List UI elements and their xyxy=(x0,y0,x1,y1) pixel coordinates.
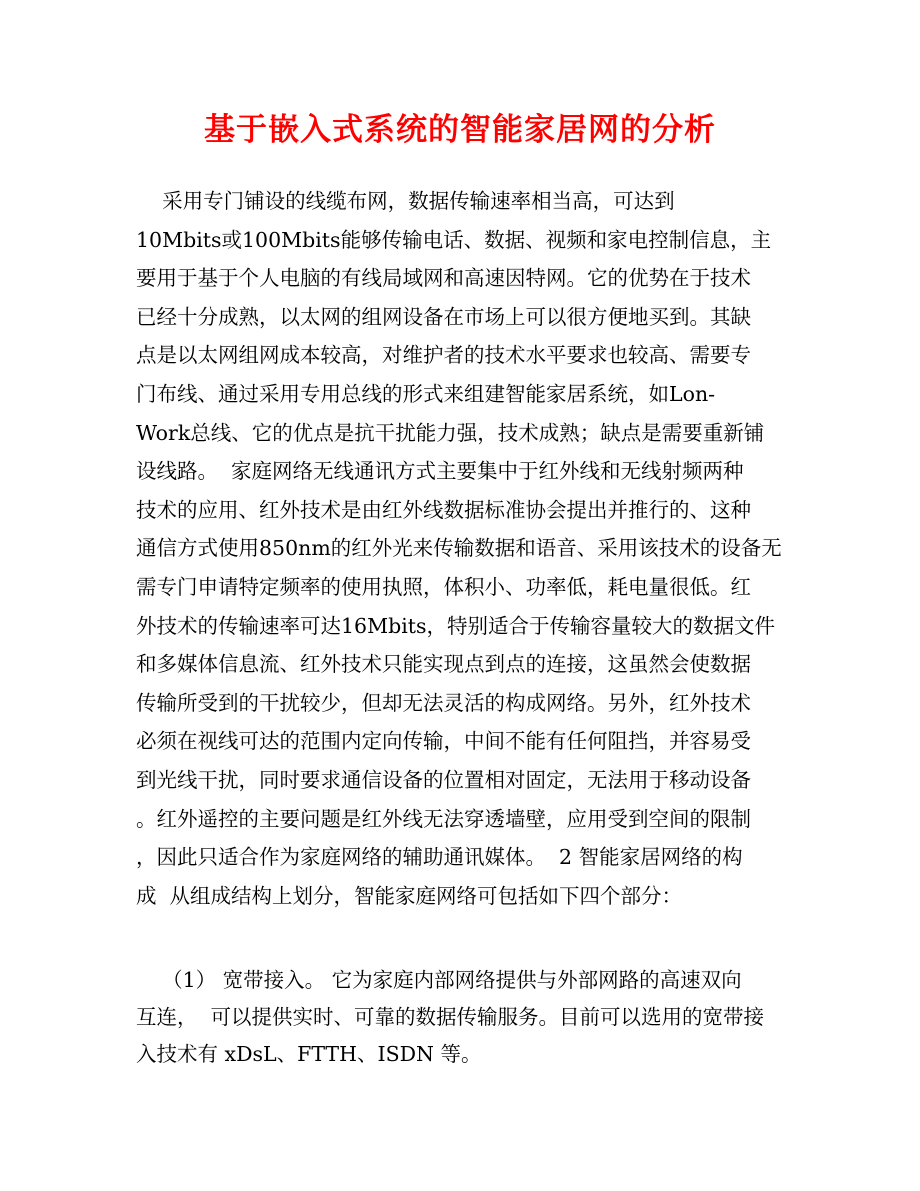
text-line: 已经十分成熟，以太网的组网设备在市场上可以很方便地买到。其缺 xyxy=(136,304,751,329)
text-line: 技术的应用、红外技术是由红外线数据标准协会提出并推行的、这种 xyxy=(136,497,751,522)
text-line: 和多媒体信息流、红外技术只能实现点到点的连接，这虽然会使数据 xyxy=(136,652,751,677)
text-line: （1） 宽带接入。 它为家庭内部网络提供与外部网路的高速双向 xyxy=(136,968,742,992)
text-line: Work总线、它的优点是抗干扰能力强，技术成熟；缺点是需要重新铺 xyxy=(136,420,765,445)
text-line: 要用于基于个人电脑的有线局域网和高速因特网。它的优势在于技术 xyxy=(136,266,751,291)
text-line: 传输所受到的干扰较少，但却无法灵活的构成网络。另外，红外技术 xyxy=(136,690,751,715)
text-line: ，因此只适合作为家庭网络的辅助通讯媒体。 2 智能家居网络的构 xyxy=(136,845,743,870)
paragraph-2 xyxy=(136,962,786,1073)
paragraph-1 xyxy=(136,182,786,915)
text-line: 必须在视线可达的范围内定向传输，中间不能有任何阻挡，并容易受 xyxy=(136,729,751,754)
text-line: 成 从组成结构上划分，智能家庭网络可包括如下四个部分： xyxy=(136,883,683,908)
text-line: 点是以太网组网成本较高，对维护者的技术水平要求也较高、需要专 xyxy=(136,343,751,368)
text-line: 。红外遥控的主要问题是红外线无法穿透墙壁，应用受到空间的限制 xyxy=(136,806,751,831)
text-line: 入技术有 xDsL、FTTH、ISDN 等。 xyxy=(136,1042,482,1066)
text-line: 外技术的传输速率可达16Mbits，特别适合于传输容量较大的数据文件 xyxy=(136,613,776,638)
text-line: 门布线、通过采用专用总线的形式来组建智能家居系统，如Lon- xyxy=(136,381,716,406)
text-line: 到光线干扰，同时要求通信设备的位置相对固定，无法用于移动设备 xyxy=(136,767,751,792)
text-line: 10Mbits或100Mbits能够传输电话、数据、视频和家电控制信息，主 xyxy=(136,227,772,252)
text-line: 通信方式使用850nm的红外光来传输数据和语音、采用该技术的设备无 xyxy=(136,536,782,561)
text-line: 采用专门铺设的线缆布网，数据传输速率相当高，可达到 xyxy=(136,189,675,213)
text-line: 设线路。 家庭网络无线通讯方式主要集中于红外线和无线射频两种 xyxy=(136,459,744,484)
document-title: 基于嵌入式系统的智能家居网的分析 xyxy=(204,112,716,148)
text-line: 互连， 可以提供实时、可靠的数据传输服务。目前可以选用的宽带接 xyxy=(136,1005,765,1029)
text-line: 需专门申请特定频率的使用执照，体积小、功率低，耗电量很低。红 xyxy=(136,574,751,599)
